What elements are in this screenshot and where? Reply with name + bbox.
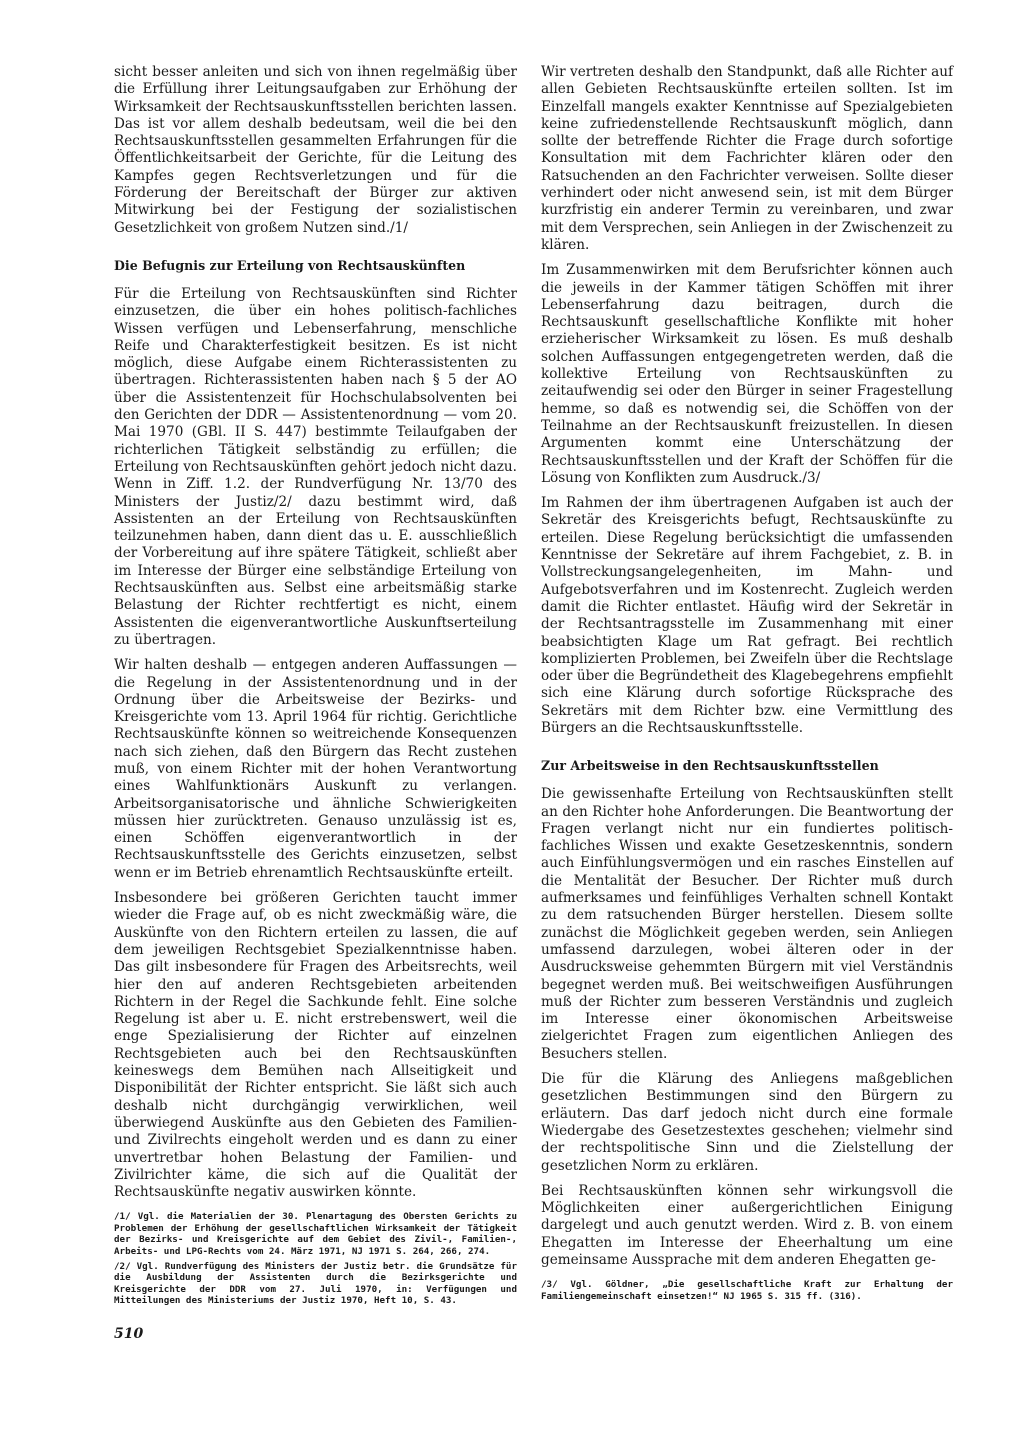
right-column	[541, 64, 953, 1306]
section-heading: Die Befugnis zur Erteilung von Rechtsauskünften	[114, 257, 466, 273]
paragraph: Bei Rechtsauskünften können sehr wirkungsvoll die Möglichkeiten einer außergerichtlichen Einigung dargelegt und auch genutzt werden. Wird z. B. von einem Ehegatten im Interesse der Eheerhaltung um eine gemeinsame Aussprache mit dem anderen Ehegatten ge-	[541, 1182, 953, 1268]
footnote: /2/ Vgl. Rundverfügung des Ministers der Justiz betr. die Grundsätze für die Ausbildung der Assistenten durch die Bezirksgerichte und Kreisgerichte der DDR vom 27. Juli 1970, in: Verfügungen und Mitteilungen des Ministeriums der Justiz 1970, Heft 10, S. 43.	[114, 1261, 517, 1307]
paragraph: Im Rahmen der ihm übertragenen Aufgaben ist auch der Sekretär des Kreisgerichts befugt, Rechtsauskünfte zu erteilen. Diese Regelung berücksichtigt die umfassenden Kenntnisse der Sekretäre auf ihrem Fachgebiet, z. B. in Vollstreckungsangelegenheiten, im Mahn- und Aufgebotsverfahren und im Kostenrecht. Zugleich werden damit die Richter entlastet. Häufig wird der Sekretär in der Rechtsantragsstelle im Zusammenhang mit einer beabsichtigten Klage um Rat gefragt. Bei rechtlich komplizierten Problemen, bei Zweifeln über die Rechtslage oder über die Begründetheit des Klagebegehrens empfiehlt sich eine Klärung durch sofortige Rücksprache des Sekretärs mit dem Richter bzw. eine Vermittlung des Bürgers an die Rechtsauskunftsstelle.	[541, 495, 953, 736]
left-column	[114, 64, 517, 1311]
section-heading: Zur Arbeitsweise in den Rechtsauskunftsstellen	[541, 758, 879, 774]
footnote: /3/ Vgl. Göldner, „Die gesellschaftliche Kraft zur Erhaltung der Familiengemeinschaft einsetzen!“ NJ 1965 S. 315 ff. (316).	[541, 1279, 953, 1302]
paragraph: Die gewissenhafte Erteilung von Rechtsauskünften stellt an den Richter hohe Anforderungen. Die Beantwortung der Fragen verlangt nicht nur ein fundiertes politisch-fachliches Wissen und exakte Gesetzeskenntnis, sondern auch Einfühlungsvermögen und ein rasches Einstellen auf die Mentalität der Besucher. Der Richter muß durch aufmerksames und feinfühliges Verhalten schnell Kontakt zu dem ratsuchenden Bürger herstellen. Diesem sollte zunächst die Möglichkeit gegeben werden, sein Anliegen umfassend darzulegen, wobei älteren oder in der Ausdrucksweise gehemmten Bürgern mit viel Verständnis begegnet werden muß. Bei weitschweifigen Ausführungen muß der Richter zum besseren Verständnis und zugleich im Interesse einer ökonomischen Arbeitsweise zielgerichtet Fragen zum eigentlichen Anliegen des Besuchers stellen.	[541, 786, 953, 1062]
paragraph: Wir vertreten deshalb den Standpunkt, daß alle Richter auf allen Gebieten Rechtsauskünfte erteilen sollten. Ist im Einzelfall mangels exakter Kenntnisse auf Spezialgebieten keine zufriedenstellende Rechtsauskunft möglich, dann sollte der betreffende Richter die Frage durch sofortige Konsultation mit dem Fachrichter klären oder den Ratsuchenden an den Fachrichter verweisen. Sollte dieser verhindert oder nicht anwesend sein, ist mit dem Bürger kurzfristig ein anderer Termin zu vereinbaren, und zwar mit dem Versprechen, sein Anliegen in der Zwischenzeit zu klären.	[541, 64, 953, 253]
paragraph: Wir halten deshalb — entgegen anderen Auffassungen — die Regelung in der Assistentenordnung und in der Ordnung über die Arbeitsweise der Bezirks- und Kreisgerichte vom 13. April 1964 für richtig. Gerichtliche Rechtsauskünfte können so weitreichende Konsequenzen nach sich ziehen, daß den Bürgern das Recht zustehen muß, von einem Richter mit der hohen Verantwortung eines Wahlfunktionärs Auskunft zu verlangen. Arbeitsorganisatorische und ähnliche Schwierigkeiten müssen hier zurücktreten. Genauso unzulässig ist es, einen Schöffen eigenverantwortlich in der Rechtsauskunftsstelle des Gerichts einzusetzen, selbst wenn er im Betrieb ehrenamtlich Rechtsauskünfte erteilt.	[114, 657, 517, 881]
footnote: /1/ Vgl. die Materialien der 30. Plenartagung des Obersten Gerichts zu Problemen der Erhöhung der gesellschaftlichen Wirksamkeit der Tätigkeit der Bezirks- und Kreisgerichte auf dem Gebiet des Zivil-, Familien-, Arbeits- und LPG-Rechts vom 24. März 1971, NJ 1971 S. 264, 266, 274.	[114, 1211, 517, 1257]
footnotes	[114, 1211, 517, 1306]
paragraph: Insbesondere bei größeren Gerichten taucht immer wieder die Frage auf, ob es nicht zweckmäßig wäre, die Auskünfte von den Richtern erteilen zu lassen, die auf dem jeweiligen Rechtsgebiet Spezialkenntnisse haben. Das gilt insbesondere für Fragen des Arbeitsrechts, weil hier den auf anderen Rechtsgebieten arbeitenden Richtern in der Regel die Sachkunde fehlt. Eine solche Regelung ist aber u. E. nicht erstrebenswert, weil die enge Spezialisierung der Richter auf einzelnen Rechtsgebieten auch bei den Rechtsauskünften keineswegs dem Bemühen nach Allseitigkeit und Disponibilität der Richter entspricht. Sie läßt sich auch deshalb nicht durchgängig verwirklichen, weil überwiegend Auskünfte aus den Gebieten des Familien- und Zivilrechts eingeholt werden und es dann zu einer unvertretbar hohen Belastung der Familien- und Zivilrichter käme, die sich auf die Qualität der Rechtsauskünfte negativ auswirken könnte.	[114, 890, 517, 1201]
paragraph: Im Zusammenwirken mit dem Berufsrichter können auch die jeweils in der Kammer tätigen Schöffen mit ihrer Lebenserfahrung dazu beitragen, durch die Rechtsauskunft gesellschaftliche Konflikte mit hoher erzieherischer Wirksamkeit zu lösen. Es muß deshalb solchen Auffassungen entgegengetreten werden, daß die kollektive Erteilung von Rechtsauskünften zu zeitaufwendig sei oder den Bürger in seiner Fragestellung hemme, so daß es notwendig sei, die Schöffen von der Teilnahme an der Rechtsauskunft freizustellen. In diesen Argumenten kommt eine Unterschätzung der Rechtsauskunftsstellen und der Kraft der Schöffen für die Lösung von Konflikten zum Ausdruck./3/	[541, 262, 953, 486]
footnotes	[541, 1279, 953, 1302]
paragraph: sicht besser anleiten und sich von ihnen regelmäßig über die Erfüllung ihrer Leitungsaufgaben zur Erhöhung der Wirksamkeit der Rechtsauskunftsstellen berichten lassen. Das ist vor allem deshalb bedeutsam, weil die bei den Rechtsauskunftsstellen gesammelten Erfahrungen für die Öffentlichkeitsarbeit der Gerichte, für die Leitung des Kampfes gegen Rechtsverletzungen und für die Förderung der Bereitschaft der Bürger zur aktiven Mitwirkung bei der Festigung der sozialistischen Gesetzlichkeit von großem Nutzen sind./1/	[114, 64, 517, 236]
paragraph: Für die Erteilung von Rechtsauskünften sind Richter einzusetzen, die über ein hohes politisch-fachliches Wissen verfügen und Lebenserfahrung, menschliche Reife und Charakterfestigkeit besitzen. Es ist nicht möglich, diese Aufgabe einem Richterassistenten zu übertragen. Richterassistenten haben nach § 5 der AO über die Assistentenzeit für Hochschulabsolventen bei den Gerichten der DDR — Assistentenordnung — vom 20. Mai 1970 (GBl. II S. 447) bestimmte Teilaufgaben der richterlichen Tätigkeit selbständig zu erfüllen; die Erteilung von Rechtsauskünften gehört jedoch nicht dazu. Wenn in Ziff. 1.2. der Rundverfügung Nr. 13/70 des Ministers der Justiz/2/ dazu bestimmt wird, daß Assistenten an der Erteilung von Rechtsauskünften teilzunehmen haben, dann dient das u. E. ausschließlich der Vorbereitung auf ihre spätere Tätigkeit, schließt aber im Interesse der Bürger eine selbständige Erteilung von Rechtsauskünften aus. Selbst eine arbeitsmäßig starke Belastung der Richter rechtfertigt es nicht, einem Assistenten die eigenverantwortliche Auskunftserteilung zu übertragen.	[114, 285, 517, 648]
page-number: 510	[114, 1326, 144, 1342]
paragraph: Die für die Klärung des Anliegens maßgeblichen gesetzlichen Bestimmungen sind den Bürgern zu erläutern. Das darf jedoch nicht durch eine formale Wiedergabe des Gesetzestextes geschehen; vielmehr sind der rechtspolitische Sinn und die Zielstellung der gesetzlichen Norm zu erklären.	[541, 1071, 953, 1174]
